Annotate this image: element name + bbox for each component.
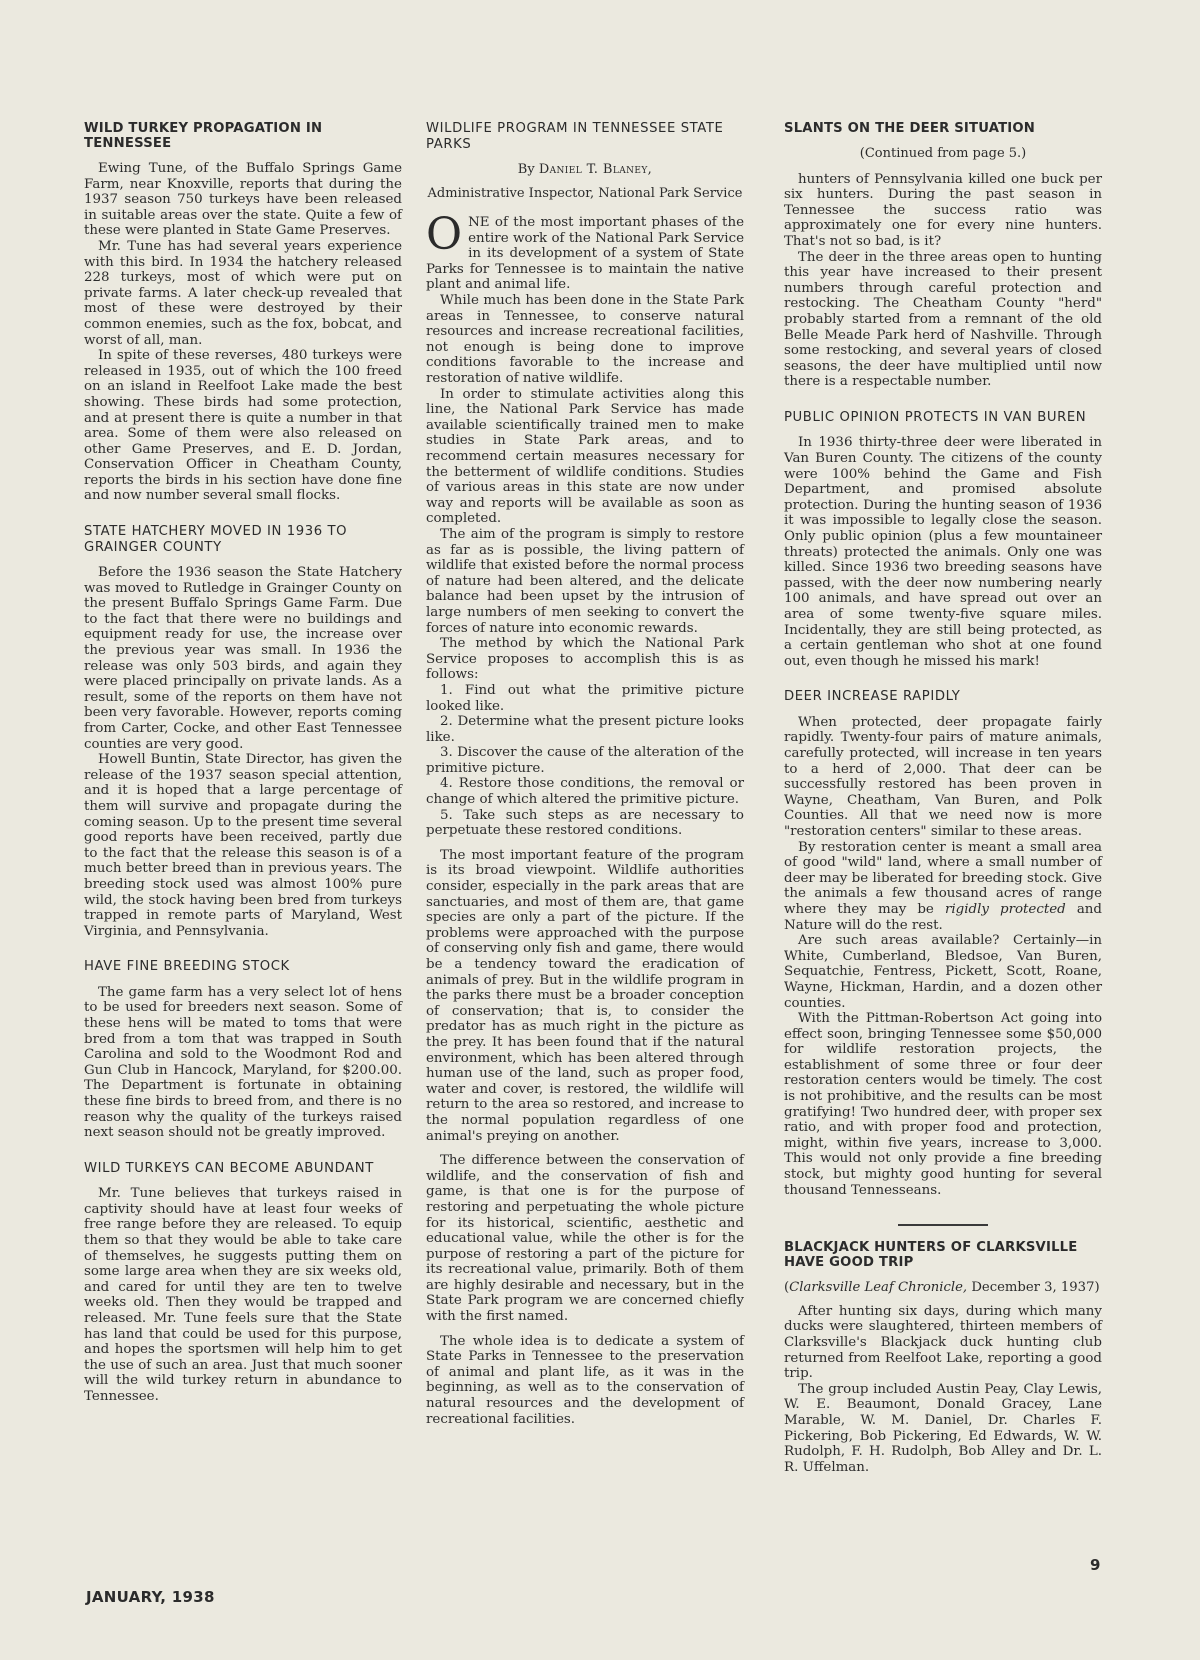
subhead-breeding-stock: HAVE FINE BREEDING STOCK <box>84 959 290 975</box>
headline-blackjack-hunters: BLACKJACK HUNTERS OF CLARKSVILLE HAVE GOOD TRIP <box>784 1240 1078 1271</box>
text-run: By restoration center is meant a small area of good "wild" land, where a small number of deer may be liberated for breeding stock. Give the animals a few thousand acres of range where they may be <box>784 839 1102 917</box>
continued-note: (Continued from page 5.) <box>859 146 1027 161</box>
paragraph: With the Pittman-Robertson Act going into effect soon, bringing Tennessee some $50,000 for wildlife restoration projects, the establishment of some three or four deer restoration centers would be timely. The cost is not prohibitive, and the results can be most gratifying! Two hundred deer, with proper sex ratio, and with proper food and protection, might, within five years, increase to 3,000. This would not only provide a fine breeding stock, but mighty good hunting for several thousand Tennesseans. <box>784 1011 1102 1198</box>
subhead-wild-turkeys-abundant: WILD TURKEYS CAN BECOME ABUNDANT <box>84 1160 374 1176</box>
lead-text: NE of the most important phases of the entire work of the National Park Service in its development of a system of State Parks for Tennessee is to maintain the native plant and animal life. <box>426 215 744 293</box>
drop-cap: O <box>426 209 463 261</box>
source-date: December 3, 1937) <box>967 1280 1100 1296</box>
paragraph: The difference between the conservation of wildlife, and the conservation of fish and game, is that one is for the purpose of restoring and perpetuating the whole picture for its historical, scientific, aesthetic and educational value, while the other is for the purpose of restoring a part of the picture for its recreational value, primarily. Both of them are highly desirable and necessary, but in the State Park program we are concerned chiefly with the first named. <box>426 1153 744 1325</box>
paragraph <box>784 840 1102 934</box>
page-number: 9 <box>1090 1556 1101 1574</box>
author-affiliation: Administrative Inspector, National Park Service <box>427 185 743 201</box>
paragraph-lead <box>426 209 744 293</box>
section-divider <box>898 1224 988 1226</box>
byline-prefix: By <box>517 162 535 177</box>
column-right <box>784 121 1102 1475</box>
paragraph: hunters of Pennsylvania killed one buck per six hunters. During the past season in Tennessee the success ratio was approximately one for every nine hunters. That's not so bad, is it? <box>784 171 1102 249</box>
list-item: 5. Take such steps as are necessary to perpetuate these restored conditions. <box>426 807 744 839</box>
paragraph: Mr. Tune has had several years experience with this bird. In 1934 the hatchery released 228 turkeys, most of which were put on private farms. A later check-up revealed that most of these were destroyed by their common enemies, such as the fox, bobcat, and worst of all, man. <box>84 238 402 348</box>
subhead-deer-increase: DEER INCREASE RAPIDLY <box>784 689 961 705</box>
headline-deer-situation: SLANTS ON THE DEER SITUATION <box>784 121 1036 136</box>
paragraph: The deer in the three areas open to hunting this year have increased to their present numbers through careful protection and restocking. The Cheatham County "herd" probably started from a remnant of the old Belle Meade Park herd of Nashville. Through some restocking, and several years of closed seasons, the deer have multiplied until now there is a respectable number. <box>784 249 1102 390</box>
paragraph: The game farm has a very select lot of hens to be used for breeders next season. Some of these hens will be mated to toms that were bred from a tom that was trapped in South Carolina and sold to the Woodmont Rod and Gun Club in Hancock, Maryland, for $200.00. The Department is fortunate in obtaining these fine birds to breed from, and there is no reason why the quality of the turkeys raised next season should not be greatly improved. <box>84 984 402 1141</box>
headline-wild-turkey: WILD TURKEY PROPAGATION IN TENNESSEE <box>84 121 323 151</box>
issue-date: JANUARY, 1938 <box>86 1588 215 1606</box>
paragraph: In spite of these reverses, 480 turkeys were released in 1935, out of which the 100 freed on an island in Reelfoot Lake made the best showing. These birds had some protection, and at present there is quite a number in that area. Some of them were also released on other Game Preserves, and E. D. Jordan, Conservation Officer in Cheatham County, reports the birds in his section have done fine and now number several small flocks. <box>84 348 402 504</box>
headline-wildlife-program: WILDLIFE PROGRAM IN TENNESSEE STATE PARKS <box>426 121 724 152</box>
paragraph: After hunting six days, during which many ducks were slaughtered, thirteen members of Clarksville's Blackjack duck hunting club returned from Reelfoot Lake, reporting a good trip. <box>784 1303 1102 1382</box>
emphasis-text: rigidly protected <box>944 901 1066 917</box>
paragraph: Ewing Tune, of the Buffalo Springs Game Farm, near Knoxville, reports that during the 1937 season 750 turkeys have been released in suitable areas over the state. Quite a few of these were planted in State Game Preserves. <box>84 161 402 239</box>
paragraph: While much has been done in the State Park areas in Tennessee, to conserve natural resources and increase recreational facilities, not enough is being done to improve conditions favorable to the increase and restoration of native wildlife. <box>426 293 744 387</box>
column-middle <box>426 121 744 1427</box>
text-run: and Nature will do the rest. <box>784 901 1103 933</box>
paragraph: The aim of the program is simply to restore as far as is possible, the living pattern of wildlife that existed before the normal process of nature had been altered, and the delicate balance had been upset by the intrusion of large numbers of men seeking to convert the forces of nature into economic rewards. <box>426 526 744 636</box>
paragraph: The whole idea is to dedicate a system of State Parks in Tennessee to the preservation of animal and plant life, as it was in the beginning, as well as to the conservation of natural resources and the development of recreational facilities. <box>426 1333 744 1427</box>
paragraph: The most important feature of the program is its broad viewpoint. Wildlife authorities consider, especially in the park areas that are sanctuaries, and most of them are, that game species are only a part of the picture. If the problems were approached with the purpose of conserving only fish and game, there would be a tendency toward the eradication of animals of prey. But in the wildlife program in the parks there must be a broader conception of conservation; that is, to consider the predator has as much right in the picture as the prey. It has been found that if the natural environment, which has been altered through human use of the land, such as proper food, water and cover, is restored, the wildlife will return to the area so restored, and increase to the normal population regardless of one animal's preying on another. <box>426 847 744 1144</box>
paragraph: The method by which the National Park Service proposes to accomplish this is as follows: <box>426 636 744 683</box>
list-item: 4. Restore those conditions, the removal or change of which altered the primitive picture. <box>426 776 744 808</box>
source-citation <box>784 1280 1102 1296</box>
column-left <box>84 121 402 1405</box>
paragraph: Before the 1936 season the State Hatchery was moved to Rutledge in Grainger County on the present Buffalo Springs Game Farm. Due to the fact that there were no buildings and equipment ready for use, the increase over the previous year was small. In 1936 the release was only 503 birds, and again they were placed principally on private lands. As a result, some of the reports on them have not been very favorable. However, reports coming from Carter, Cocke, and other East Tennessee counties are very good. <box>84 565 402 752</box>
paragraph: Are such areas available? Certainly—in White, Cumberland, Bledsoe, Van Buren, Sequatchie, Fentress, Pickett, Scott, Roane, Wayne, Hickman, Hardin, and a dozen other counties. <box>784 933 1102 1011</box>
paragraph: Howell Buntin, State Director, has given the release of the 1937 season special attention, and it is hoped that a large percentage of them will survive and propagate during the coming season. Up to the present time several good reports have been received, partly due to the fact that the release this season is of a much better breed than in previous years. The breeding stock used was almost 100% pure wild, the stock having been bred from turkeys trapped in remote parts of Maryland, West Virginia, and Pennsylvania. <box>84 752 402 939</box>
author-name: Daniel T. Blaney, <box>538 162 653 177</box>
list-item: 3. Discover the cause of the alteration of the primitive picture. <box>426 745 744 776</box>
paragraph: Mr. Tune believes that turkeys raised in captivity should have at least four weeks of free range before they are released. To equip them so that they would be able to take care of themselves, he suggests putting them on some large area when they are six weeks old, and cared for until they are ten to twelve weeks old. Then they would be trapped and released. Mr. Tune feels sure that the State has land that could be used for this purpose, and hopes the sportsmen will help him to get the use of such an area. Just that much sooner will the wild turkey return in abundance to Tennessee. <box>84 1186 402 1404</box>
paragraph: In 1936 thirty-three deer were liberated in Van Buren County. The citizens of the county were 100% behind the Game and Fish Department, and promised absolute protection. During the hunting season of 1936 it was impossible to legally close the season. Only public opinion (plus a few mountaineer threats) protected the animals. Only one was killed. Since 1936 two breeding seasons have passed, with the deer now numbering nearly 100 animals, and have spread out over an area of some twenty-five square miles. Incidentally, they are still being protected, as a certain gentleman who shot at one found out, even though he missed his mark! <box>784 435 1102 669</box>
paragraph: The group included Austin Peay, Clay Lewis, W. E. Beaumont, Donald Gracey, Lane Marable, W. M. Daniel, Dr. Charles F. Pickering, Bob Pickering, Ed Edwards, W. W. Rudolph, F. H. Rudolph, Bob Alley and Dr. L. R. Uffelman. <box>784 1381 1102 1475</box>
list-item: 2. Determine what the present picture looks like. <box>426 714 744 745</box>
subhead-state-hatchery: STATE HATCHERY MOVED IN 1936 TO GRAINGER COUNTY <box>84 524 348 555</box>
source-open: ( <box>784 1280 790 1296</box>
paragraph: When protected, deer propagate fairly rapidly. Twenty-four pairs of mature animals, carefully protected, will increase in ten years to a herd of 2,000. That deer can be successfully restored has been proven in Wayne, Cheatham, Van Buren, and Polk Counties. All that we need now is more "restoration centers" similar to these areas. <box>784 714 1102 839</box>
list-item: 1. Find out what the primitive picture looked like. <box>426 682 744 714</box>
subhead-public-opinion: PUBLIC OPINION PROTECTS IN VAN BUREN <box>784 409 1087 425</box>
source-publication: Clarksville Leaf Chronicle, <box>789 1280 968 1296</box>
byline <box>426 162 744 178</box>
paragraph: In order to stimulate activities along this line, the National Park Service has made available scientifically trained men to make studies in State Park areas, and to recommend certain measures necessary for the betterment of wildlife conditions. Studies of various areas in this state are now under way and reports will be available as soon as completed. <box>426 386 744 527</box>
